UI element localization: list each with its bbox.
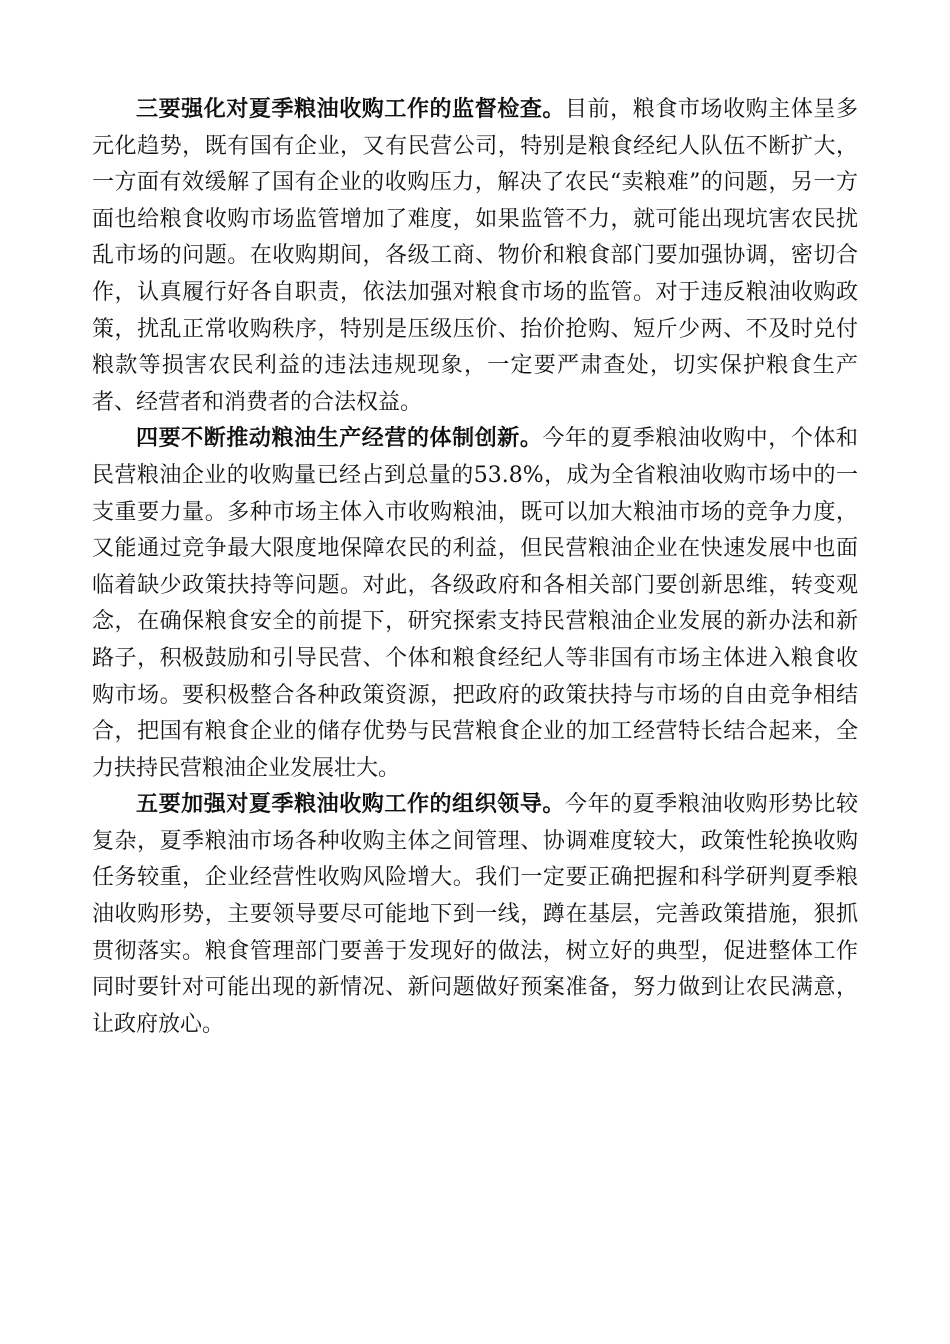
paragraph-heading: 五要加强对夏季粮油收购工作的组织领导。 [136,792,566,818]
paragraph-heading: 三要强化对夏季粮油收购工作的监督检查。 [136,97,566,122]
paragraph-heading: 四要不断推动粮油生产经营的体制创新。 [136,426,543,452]
paragraph-text: 今年的夏季粮油收购中，个体和民营粮油企业的收购量已经占到总量的53.8%，成为全省粮油收购市场中的一支重要力量。多种市场主体入市收购粮油，既可以加大粮油市场的竞争力度，又能通过竞争最大限度地保障农民的利益，但民营粮油企业在快速发展中也面临着缺少政策扶持等问题。对此，各级政府和各相关部门要创新思维，转变观念，在确保粮食安全的前提下，研究探索支持民营粮油企业发展的新办法和新路子，积极鼓励和引导民营、个体和粮食经纪人等非国有市场主体进入粮食收购市场。要积极整合各种政策资源，把政府的政策扶持与市场的自由竞争相结合，把国有粮食企业的储存优势与民营粮食企业的加工经营特长结合起来，全力扶持民营粮油企业发展壮大。 [92,426,858,781]
paragraph-leadership [92,787,858,1043]
paragraph-innovation [92,421,858,787]
paragraph-text: 目前，粮食市场收购主体呈多元化趋势，既有国有企业，又有民营公司，特别是粮食经纪人队伍不断扩大，一方面有效缓解了国有企业的收购压力，解决了农民“卖粮难”的问题，另一方面也给粮食收购市场监管增加了难度，如果监管不力，就可能出现坑害农民扰乱市场的问题。在收购期间，各级工商、物价和粮食部门要加强协调，密切合作，认真履行好各自职责，依法加强对粮食市场的监管。对于违反粮油收购政策，扰乱正常收购秩序，特别是压级压价、抬价抢购、短斤少两、不及时兑付粮款等损害农民利益的违法违规现象，一定要严肃查处，切实保护粮食生产者、经营者和消费者的合法权益。 [92,97,858,415]
paragraph-supervision [92,92,858,421]
paragraph-text: 今年的夏季粮油收购形势比较复杂，夏季粮油市场各种收购主体之间管理、协调难度较大，政策性轮换收购任务较重，企业经营性收购风险增大。我们一定要正确把握和科学研判夏季粮油收购形势，主要领导要尽可能地下到一线，蹲在基层，完善政策措施，狠抓贯彻落实。粮食管理部门要善于发现好的做法，树立好的典型，促进整体工作同时要针对可能出现的新情况、新问题做好预案准备，努力做到让农民满意，让政府放心。 [92,792,858,1037]
document-body [92,92,858,1043]
